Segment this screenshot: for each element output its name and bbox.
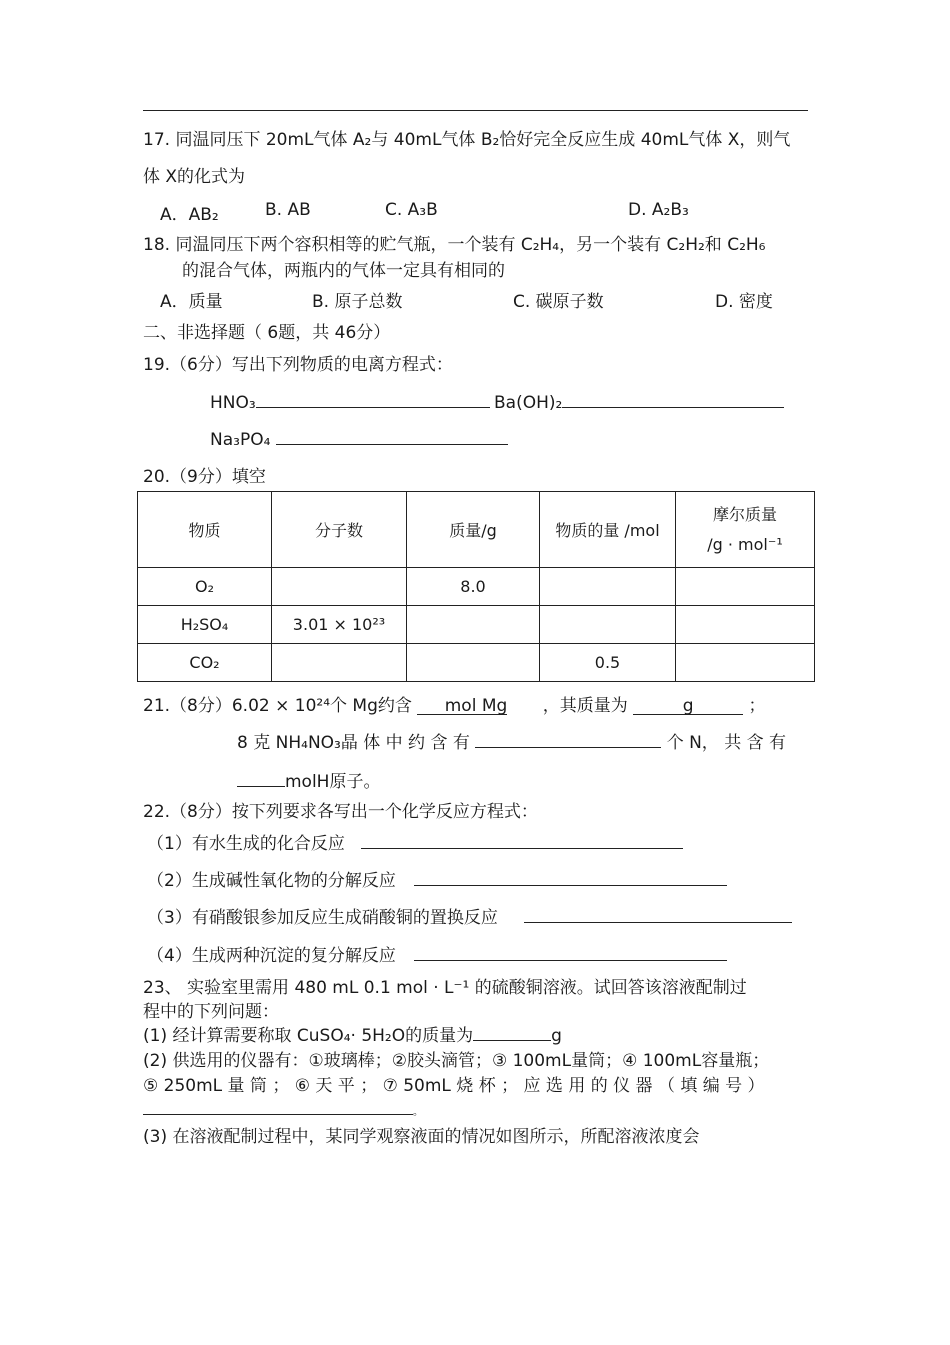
q17-option-c: C. A₃B	[385, 200, 438, 220]
answer-blank[interactable]	[256, 389, 490, 408]
answer-blank[interactable]	[475, 729, 661, 748]
q23-part3: (3) 在溶液配制过程中，某同学观察液面的情况如图所示，所配溶液浓度会	[143, 1127, 700, 1147]
table-cell: CO₂	[138, 644, 272, 682]
table-cell[interactable]	[540, 606, 676, 644]
top-rule	[143, 110, 808, 111]
q21-line1: 21.（8分）6.02 × 10²⁴个 Mg约含 mol Mg ，其质量为 g ；	[143, 696, 766, 716]
table-header-row	[138, 492, 815, 568]
answer-blank[interactable]	[143, 1096, 413, 1115]
table-cell[interactable]	[407, 606, 540, 644]
answer-blank[interactable]: g	[633, 696, 743, 715]
answer-blank[interactable]	[524, 904, 792, 923]
q22-item-1: （1）有水生成的化合反应	[147, 829, 683, 854]
q21-line3: molH原子。	[237, 767, 380, 792]
table-cell: 8.0	[407, 568, 540, 606]
answer-blank[interactable]	[562, 389, 784, 408]
q23-part2-blank: 。	[143, 1096, 423, 1120]
table-cell: H₂SO₄	[138, 606, 272, 644]
q19-item-na3po4: Na₃PO₄	[210, 426, 508, 450]
q17-option-a: A．AB₂	[160, 205, 219, 225]
answer-blank[interactable]	[361, 830, 683, 849]
q20-title: 20.（9分）填空	[143, 467, 266, 487]
q18-line2: 的混合气体，两瓶内的气体一定具有相同的	[182, 261, 505, 281]
table-cell: 0.5	[540, 644, 676, 682]
table-cell: O₂	[138, 568, 272, 606]
section-heading: 二、非选择题（ 6题，共 46分）	[143, 323, 391, 343]
header-substance: 物质	[138, 492, 272, 568]
answer-blank[interactable]	[414, 867, 727, 886]
q17-option-b: B. AB	[265, 200, 311, 220]
q23-part2-line1: (2) 供选用的仪器有：①玻璃棒；②胶头滴管；③ 100mL量筒；④ 100mL容量瓶；	[143, 1051, 770, 1071]
q22-title: 22.（8分）按下列要求各写出一个化学反应方程式：	[143, 802, 538, 822]
answer-blank[interactable]	[414, 942, 727, 961]
q23-part2-line2: ⑤ 250mL 量 筒 ； ⑥ 天 平 ； ⑦ 50mL 烧 杯 ； 应 选 用 的 仪 器 （ 填 编 号 ）	[143, 1076, 765, 1096]
q17-option-d: D. A₂B₃	[628, 200, 689, 220]
q18-option-b: B. 原子总数	[312, 292, 403, 312]
q18-option-c: C. 碳原子数	[513, 292, 604, 312]
table-cell: 3.01 × 10²³	[272, 606, 407, 644]
answer-blank[interactable]	[276, 426, 508, 445]
q17-line1: 17. 同温同压下 20mL气体 A₂与 40mL气体 B₂恰好完全反应生成 40mL气体 X，则气	[143, 130, 791, 150]
table-cell[interactable]	[676, 568, 815, 606]
q23-line2: 程中的下列问题：	[143, 1002, 279, 1022]
q20-table	[137, 491, 815, 682]
header-molar-mass: 摩尔质量 /g · mol⁻¹	[676, 492, 815, 568]
answer-blank[interactable]	[473, 1022, 551, 1041]
header-molecule-count: 分子数	[272, 492, 407, 568]
table-cell[interactable]	[540, 568, 676, 606]
q23-part1: (1) 经计算需要称取 CuSO₄· 5H₂O的质量为 g	[143, 1021, 562, 1046]
q22-item-2: （2）生成碱性氧化物的分解反应	[147, 866, 727, 891]
q19-item-hno3: HNO₃	[210, 389, 490, 413]
table-cell[interactable]	[676, 644, 815, 682]
q18-option-d: D. 密度	[715, 292, 773, 312]
q18-option-a: A．质量	[160, 292, 223, 312]
header-mass: 质量/g	[407, 492, 540, 568]
table-cell[interactable]	[272, 568, 407, 606]
answer-blank[interactable]: mol Mg	[417, 696, 507, 715]
table-cell[interactable]	[272, 644, 407, 682]
q22-item-4: （4）生成两种沉淀的复分解反应	[147, 941, 727, 966]
table-cell[interactable]	[676, 606, 815, 644]
q19-item-baoh2: Ba(OH)₂	[494, 389, 784, 413]
header-amount: 物质的量 /mol	[540, 492, 676, 568]
answer-blank[interactable]	[237, 768, 285, 787]
q17-line2: 体 X的化式为	[143, 167, 246, 187]
table-row	[138, 606, 815, 644]
q21-line2: 8 克 NH₄NO₃晶 体 中 约 含 有 个 N， 共 含 有	[237, 728, 786, 753]
q22-item-3: （3）有硝酸银参加反应生成硝酸铜的置换反应	[147, 903, 792, 928]
q23-line1: 23、 实验室里需用 480 mL 0.1 mol · L⁻¹ 的硫酸铜溶液。试回答该溶液配制过	[143, 978, 747, 998]
table-cell[interactable]	[407, 644, 540, 682]
q19-title: 19.（6分）写出下列物质的电离方程式：	[143, 355, 453, 375]
q18-line1: 18. 同温同压下两个容积相等的贮气瓶，一个装有 C₂H₄，另一个装有 C₂H₂和 C₂H₆	[143, 235, 766, 255]
table-row	[138, 568, 815, 606]
table-row	[138, 644, 815, 682]
